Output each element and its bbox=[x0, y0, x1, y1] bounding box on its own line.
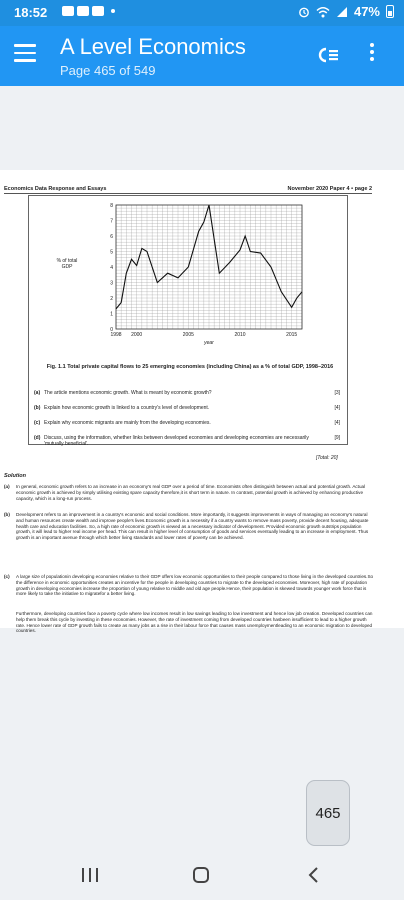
answer-text: Furthermore, developing countries face a poverty cycle where low incomes result in low savings leading to low investment and hence low job creation. Developed countries can help them break this cycle by investing in these economies. However, the rate of investment coming from developed countries hasbeen insufficient to lead to a higher growth rate. Hence lower rate of GDP growth fails to create as many jobs as a rise in their labour force that causes mass unemploymentleading to an economic migration to developed countries. bbox=[16, 611, 373, 634]
page-header bbox=[4, 186, 372, 194]
page-number-badge[interactable]: 465 bbox=[306, 780, 350, 846]
question-item bbox=[34, 405, 340, 411]
pdf-page bbox=[0, 170, 404, 634]
question-label: (a) bbox=[34, 390, 41, 396]
menu-icon[interactable] bbox=[14, 44, 36, 62]
home-icon[interactable] bbox=[193, 867, 209, 883]
question-marks: [9] bbox=[334, 435, 340, 441]
question-marks: [4] bbox=[334, 405, 340, 411]
y-tick-label: 7 bbox=[110, 218, 113, 225]
app-title: A Level Economics bbox=[60, 34, 246, 59]
notification-icon bbox=[77, 6, 89, 16]
app-bar bbox=[0, 26, 404, 86]
answer-block bbox=[4, 611, 376, 634]
y-tick-label: 0 bbox=[110, 326, 113, 333]
page-counter: Page 465 of 549 bbox=[60, 63, 156, 78]
battery-icon bbox=[386, 5, 394, 18]
x-tick-label: 2005 bbox=[182, 332, 194, 338]
chart-y-label: % of total GDP bbox=[56, 258, 78, 270]
status-bar bbox=[0, 0, 404, 26]
notification-icons bbox=[62, 6, 115, 16]
header-left: Economics Data Response and Essays bbox=[4, 186, 107, 192]
status-time: 18:52 bbox=[14, 5, 48, 20]
figure-caption: Fig. 1.1 Total private capital flows to 25 emerging economies (including China) as a % of total GDP, 1998–2016 bbox=[46, 364, 334, 370]
answer-block bbox=[4, 512, 376, 541]
y-tick-label: 2 bbox=[110, 295, 113, 302]
notification-icon bbox=[92, 6, 104, 16]
answer-label: (a) bbox=[4, 484, 10, 489]
system-nav-bar bbox=[0, 852, 404, 900]
answer-block bbox=[4, 484, 376, 501]
y-tick-label: 6 bbox=[110, 233, 113, 240]
x-tick-label: 2010 bbox=[234, 332, 246, 338]
total-marks: [Total: 20] bbox=[316, 455, 338, 461]
wifi-icon bbox=[316, 6, 330, 18]
x-tick-label: 2015 bbox=[286, 332, 298, 338]
x-axis-label: year bbox=[204, 340, 214, 346]
question-item bbox=[34, 390, 340, 396]
header-right: November 2020 Paper 4 • page 2 bbox=[287, 186, 372, 192]
question-text: Discuss, using the information, whether links between developed economies and developing economies are necessarily 'mutually beneficial'. bbox=[44, 435, 309, 447]
x-tick-label: 2000 bbox=[131, 332, 143, 338]
capital-flows-chart bbox=[88, 201, 312, 371]
alarm-icon bbox=[298, 6, 310, 18]
overflow-menu-icon[interactable] bbox=[368, 43, 376, 65]
signal-icon bbox=[336, 6, 348, 18]
answer-text: A large size of populationin developing economies relative to their GDP offers low economic opportunities to their people compared to those living in the developed countries.So the difference in economic opportunities creates an incentive for the people in developing countries to migrate to the developed economies. Moreover, high rate of population growth in developing economies increase the proportion of young relative to middle and old age people.Hence, their population is skewed towards younger work force that is more likely to take the initiative to migratefor a better living. bbox=[16, 574, 374, 597]
answer-block bbox=[4, 574, 376, 597]
question-marks: [4] bbox=[334, 420, 340, 426]
question-text: The article mentions economic growth. What is meant by economic growth? bbox=[44, 390, 212, 396]
question-item bbox=[34, 435, 340, 447]
notification-icon bbox=[62, 6, 74, 16]
answer-label: (c) bbox=[4, 574, 10, 579]
answer-text: Development refers to an improvement in a country's economic and social conditions. More importantly, it suggests improvements in ways of managing an economy's natural and human resources create wealth and improve people's lives.Economic growth is a necessity if a country wants to remove mass poverty, provide decent housing, adequate health care and education facilities. So, a high rate of economic growth is viewed as a necessary indicator of development. Provided economic growth outstrips population growth, it will lead to higher real income per head. This can result in higher level of consumption of goods and services eventually leading to an increase in employment. Thus growth is an important avenue through which better living standards and lower rates of poverty can be achieved. bbox=[16, 512, 369, 541]
back-icon[interactable] bbox=[307, 866, 319, 884]
answer-label bbox=[4, 611, 16, 634]
y-tick-label: 4 bbox=[110, 264, 113, 271]
question-label: (c) bbox=[34, 420, 41, 426]
question-label: (b) bbox=[34, 405, 41, 411]
question-text: Explain how economic growth is linked to a country's level of development. bbox=[44, 405, 210, 411]
y-tick-label: 8 bbox=[110, 202, 113, 209]
question-item bbox=[34, 420, 340, 426]
question-marks: [3] bbox=[334, 390, 340, 396]
y-tick-label: 3 bbox=[110, 280, 113, 287]
answer-label: (b) bbox=[4, 512, 10, 517]
y-tick-label: 1 bbox=[110, 311, 113, 318]
question-text: Explain why economic migrants are mainly from the developing economies. bbox=[44, 420, 211, 426]
question-label: (d) bbox=[34, 435, 41, 441]
table-of-contents-icon[interactable] bbox=[318, 44, 340, 66]
battery-level: 47% bbox=[353, 4, 380, 19]
y-tick-label: 5 bbox=[110, 249, 113, 256]
solution-heading: Solution bbox=[4, 473, 26, 479]
x-tick-label: 1998 bbox=[110, 332, 122, 338]
recent-apps-icon[interactable] bbox=[82, 868, 98, 882]
more-notifications-icon bbox=[111, 9, 115, 13]
answer-text: In general, economic growth refers to an increase in an economy's real GDP over a period of time. Economists often distinguish between actual and potential growth. Actual economic growth is achieved by simply utilising existing spare capacity therefore,it is short term in nature. In contrast, potential growth is achieved by enhancing productive capacity, which is a long-run process. bbox=[16, 484, 366, 501]
